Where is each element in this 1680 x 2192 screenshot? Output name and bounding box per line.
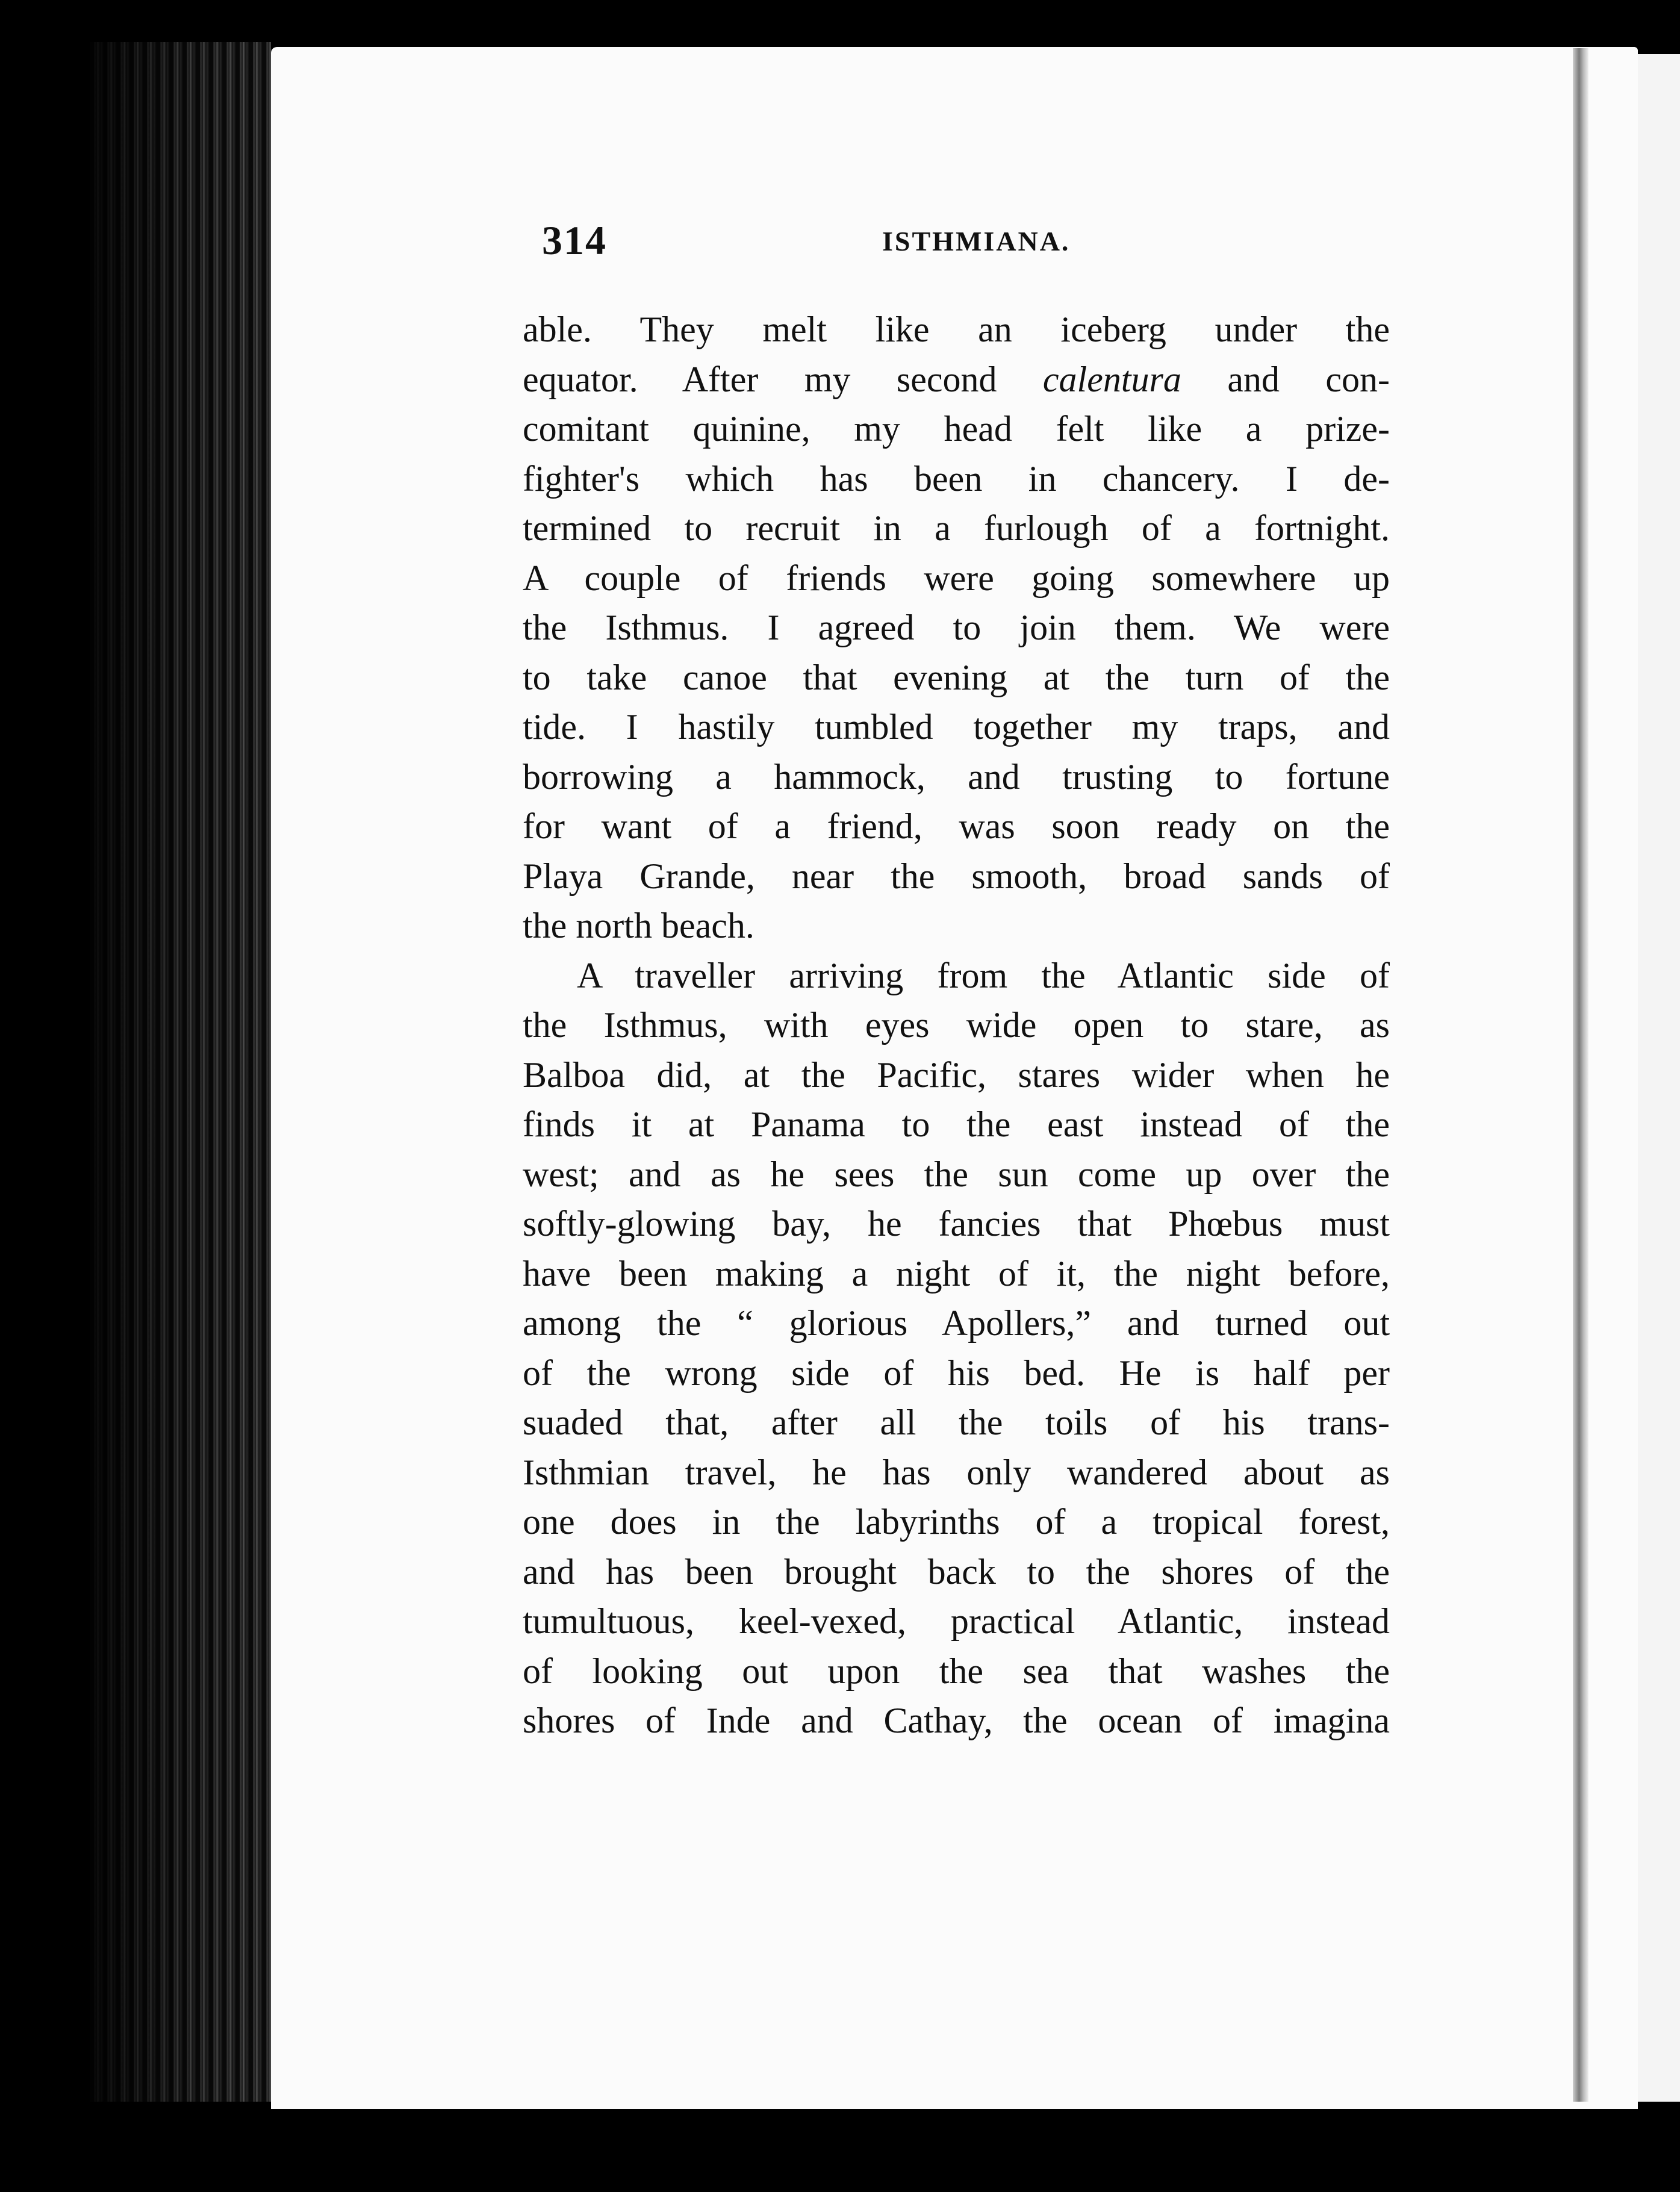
text-line: and has been brought back to the shores of the [523,1551,1390,1592]
page-header [542,217,1433,277]
text-line: fighter's which has been in chancery. I de- [523,458,1390,499]
text-line: to take canoe that evening at the turn of the [523,657,1390,697]
text-line [523,355,1390,405]
text-line: of the wrong side of his bed. He is half per [523,1353,1390,1393]
text-line: one does in the labyrinths of a tropical forest, [523,1502,1390,1542]
text-line: of looking out upon the sea that washes the [523,1651,1390,1691]
text-span: equator. After my second [523,359,997,399]
text-line: Isthmian travel, he has only wandered about as [523,1452,1390,1492]
text-line: comitant quinine, my head felt like a prize- [523,409,1390,449]
text-line: for want of a friend, was soon ready on the [523,806,1390,846]
text-line: the north beach. [523,906,754,945]
text-line: Playa Grande, near the smooth, broad sands of [523,856,1390,896]
spine-shadow [90,42,271,2102]
text-line: west; and as he sees the sun come up over the [523,1154,1390,1194]
text-span: and con- [1227,359,1390,399]
text-line: tumultuous, keel-vexed, practical Atlantic, instead [523,1601,1390,1641]
italic-word: calentura [1042,359,1181,399]
text-line: tide. I hastily tumbled together my traps, and [523,707,1390,747]
text-line: Balboa did, at the Pacific, stares wider when he [523,1054,1390,1095]
text-line: softly-glowing bay, he fancies that Phœbus must [523,1204,1390,1244]
text-line: among the “ glorious Apollers,” and turned out [523,1303,1390,1343]
text-line: termined to recruit in a furlough of a fortnight. [523,508,1390,548]
page-number: 314 [542,217,607,263]
body-text [523,305,1390,1746]
text-line: suaded that, after all the toils of his trans- [523,1403,1390,1442]
text-line: shores of Inde and Cathay, the ocean of imagina [523,1701,1390,1740]
text-line: A couple of friends were going somewhere up [523,558,1390,598]
text-line: finds it at Panama to the east instead of the [523,1104,1390,1144]
text-line: have been making a night of it, the night before, [523,1253,1390,1294]
text-line: the Isthmus, with eyes wide open to stare, as [523,1005,1390,1045]
text-line: A traveller arriving from the Atlantic side of [577,955,1390,995]
text-line: the Isthmus. I agreed to join them. We were [523,608,1390,647]
running-head: ISTHMIANA. [882,226,1071,257]
page-gutter [1573,48,1588,2102]
text-line: borrowing a hammock, and trusting to fortune [523,756,1390,797]
text-line: able. They melt like an iceberg under the [523,310,1390,349]
